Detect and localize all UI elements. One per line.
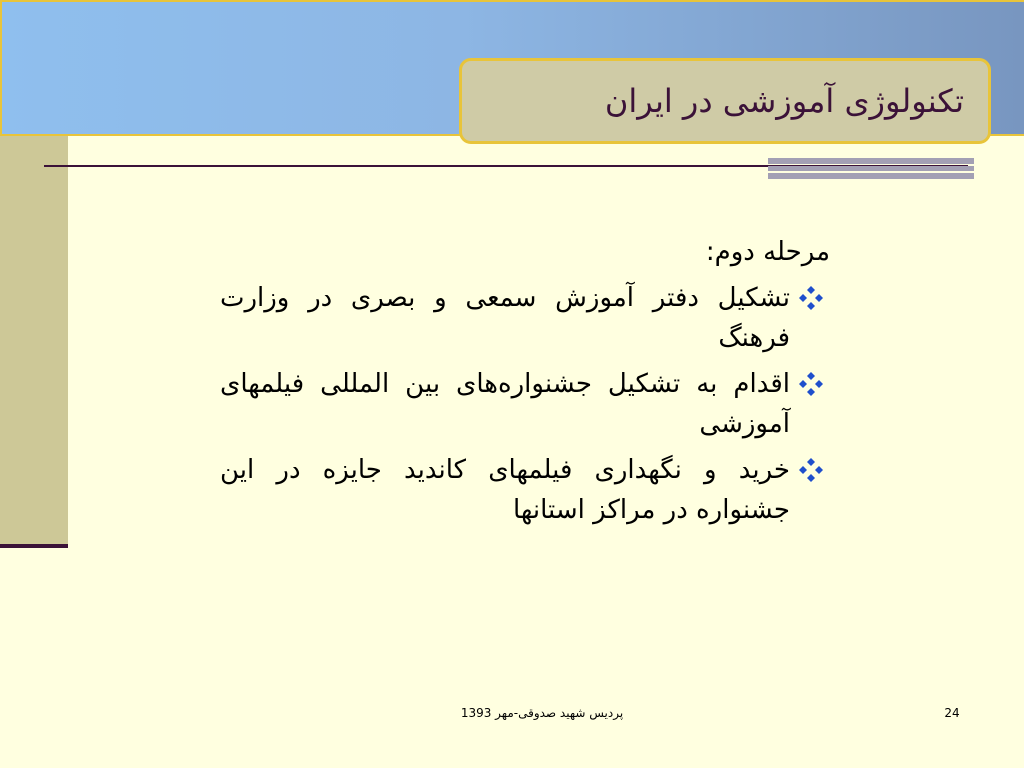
diamond-bullet-icon (798, 371, 824, 397)
bullet-text: خرید و نگهداری فیلمهای کاندید جایزه در این جشنواره در مراکز استانها (220, 455, 790, 525)
title-box (459, 58, 991, 144)
list-item (220, 364, 830, 444)
section-heading: مرحله دوم: (705, 237, 830, 267)
diamond-bullet-icon (798, 285, 824, 311)
footer-text: پردیس شهید صدوقی-مهر 1393 (460, 706, 624, 720)
left-accent-line (0, 544, 68, 548)
left-accent-bar (0, 136, 68, 546)
slide-body (220, 232, 830, 536)
divider-stripes (768, 158, 974, 180)
page-number: 24 (944, 706, 960, 720)
list-item (220, 450, 830, 530)
diamond-bullet-icon (798, 457, 824, 483)
bullet-text: اقدام به تشکیل جشنواره‌های بین المللی فیلمهای آموزشی (220, 369, 790, 439)
list-item (220, 278, 830, 358)
bullet-text: تشکیل دفتر آموزش سمعی و بصری در وزارت فرهنگ (220, 283, 790, 353)
slide-title: تکنولوژی آموزشی در ایران (604, 82, 964, 120)
